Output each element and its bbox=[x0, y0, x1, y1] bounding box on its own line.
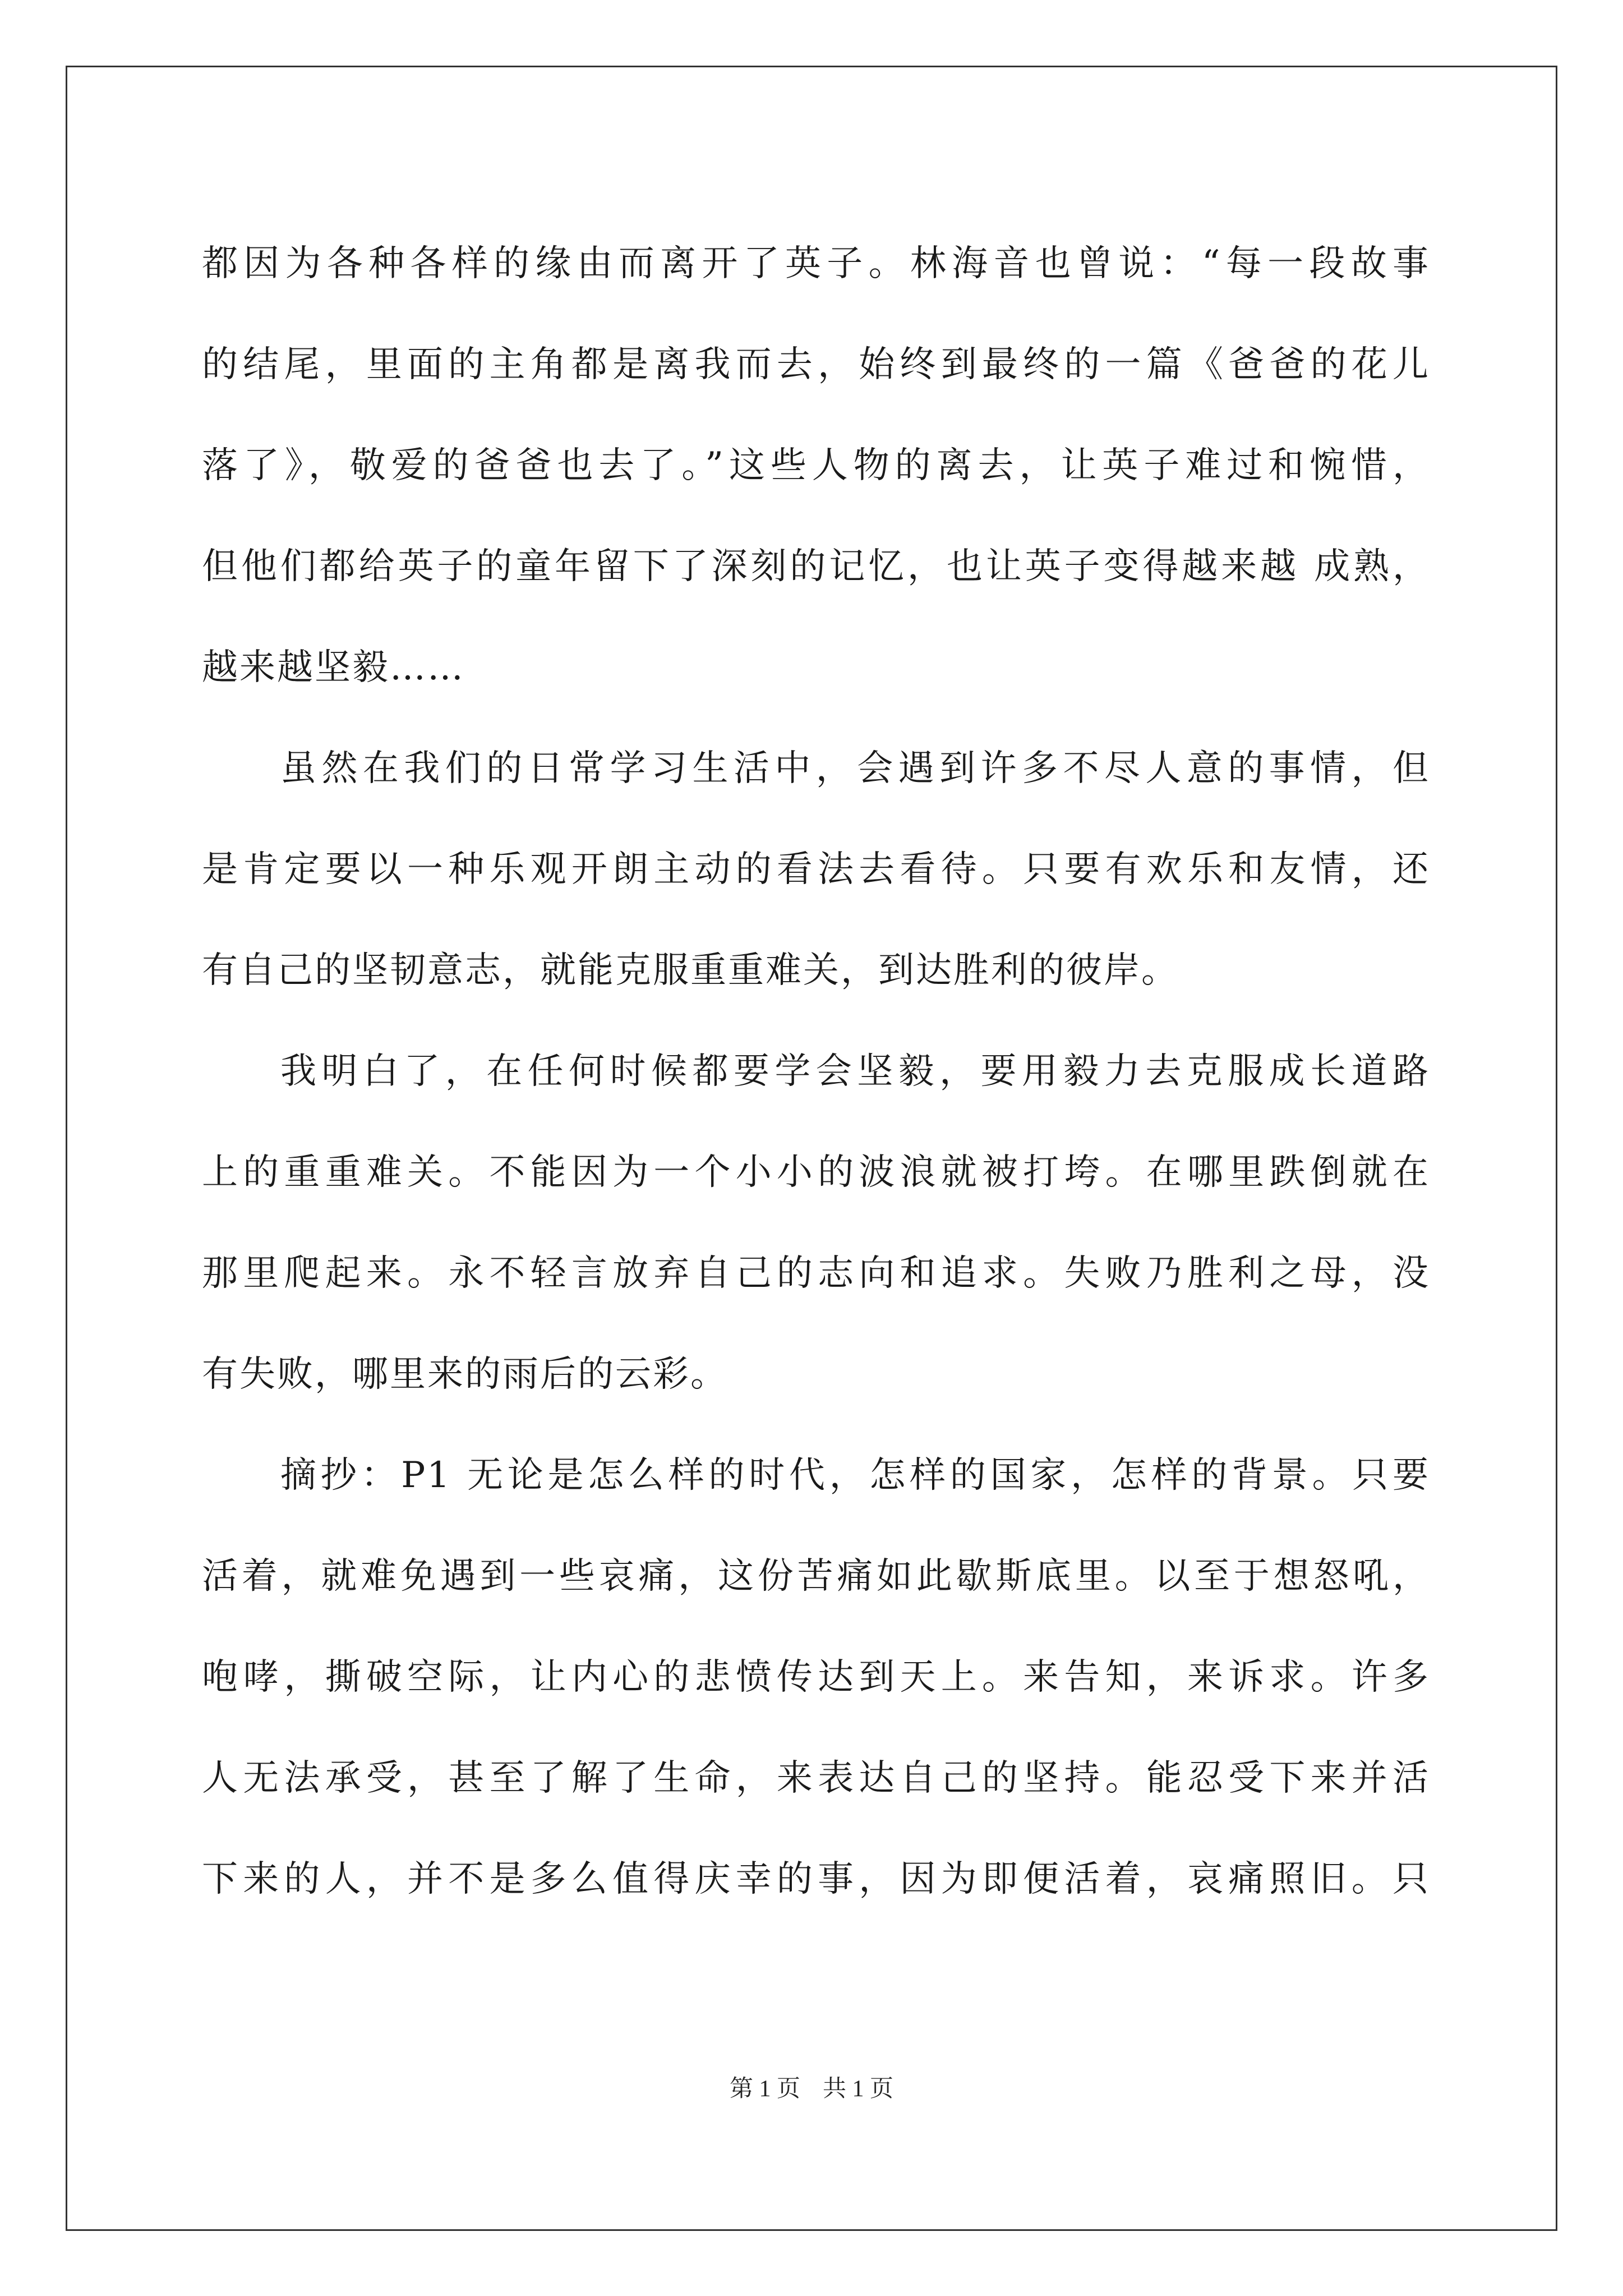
text-line: 都因为各种各样的缘由而离开了英子。林海音也曾说：“每一段故事 bbox=[202, 243, 1430, 284]
text-line: 越来越坚毅…… bbox=[202, 647, 465, 688]
text-line: 下来的人，并不是多么值得庆幸的事，因为即便活着，哀痛照旧。只 bbox=[202, 1858, 1430, 1900]
paragraph-first-line: 虽然在我们的日常学习生活中，会遇到许多不尽人意的事情，但 bbox=[280, 748, 1430, 789]
text-line: 有自己的坚韧意志，就能克服重重难关，到达胜利的彼岸。 bbox=[202, 950, 1179, 991]
page-number-total: 共 1 页 bbox=[823, 2076, 894, 2102]
text-line: 有失败，哪里来的雨后的云彩。 bbox=[202, 1354, 728, 1395]
text-line: 活着，就难免遇到一些哀痛，这份苦痛如此歇斯底里。以至于想怒吼， bbox=[202, 1556, 1430, 1597]
paragraph-first-line: 摘抄：P1 无论是怎么样的时代，怎样的国家，怎样的背景。只要 bbox=[280, 1455, 1430, 1496]
text-line: 但他们都给英子的童年留下了深刻的记忆，也让英子变得越来越 成熟， bbox=[202, 546, 1430, 587]
text-line: 是肯定要以一种乐观开朗主动的看法去看待。只要有欢乐和友情，还 bbox=[202, 849, 1430, 890]
paragraph-first-line: 我明白了，在任何时候都要学会坚毅，要用毅力去克服成长道路 bbox=[280, 1051, 1430, 1092]
text-line: 落了》，敬爱的爸爸也去了。”这些人物的离去，让英子难过和惋惜， bbox=[202, 445, 1430, 486]
page-number-current: 第 1 页 bbox=[729, 2076, 800, 2102]
text-line: 咆哮，撕破空际，让内心的悲愤传达到天上。来告知，来诉求。许多 bbox=[202, 1657, 1430, 1698]
text-line: 上的重重难关。不能因为一个小小的波浪就被打垮。在哪里跌倒就在 bbox=[202, 1152, 1430, 1193]
text-line: 那里爬起来。永不轻言放弃自己的志向和追求。失败乃胜利之母，没 bbox=[202, 1253, 1430, 1294]
text-line: 的结尾，里面的主角都是离我而去，始终到最终的一篇《爸爸的花儿 bbox=[202, 344, 1430, 385]
document-body bbox=[202, 213, 1430, 1930]
page-footer bbox=[0, 2070, 1623, 2104]
text-line: 人无法承受，甚至了解了生命，来表达自己的坚持。能忍受下来并活 bbox=[202, 1757, 1430, 1799]
